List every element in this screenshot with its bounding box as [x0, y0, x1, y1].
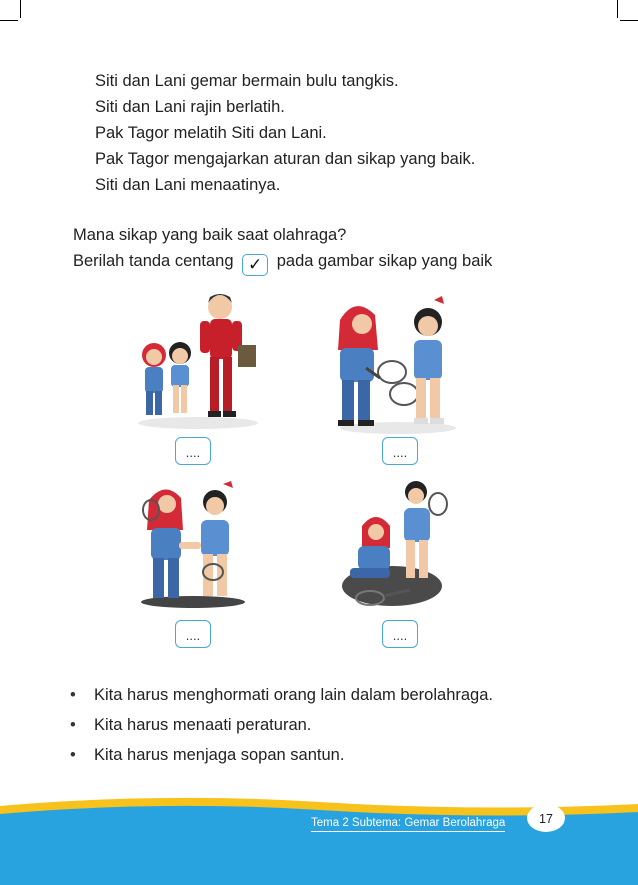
bullet-icon: •: [70, 686, 76, 704]
illustration-student-fallen-and-mocked: [340, 478, 455, 610]
crop-mark: [0, 20, 18, 21]
illustration-students-arguing: [330, 290, 465, 435]
instruction-text: pada gambar sikap yang baik: [276, 252, 493, 270]
bullet-list: [70, 680, 493, 770]
instruction-line: [73, 248, 492, 276]
story-line: Siti dan Lani menaatinya.: [95, 176, 281, 194]
story-line: Pak Tagor mengajarkan aturan dan sikap yang baik.: [95, 150, 476, 168]
crop-mark: [617, 0, 618, 18]
story-text: [95, 68, 475, 198]
instruction-text: Berilah tanda centang: [73, 252, 234, 270]
list-item: [70, 710, 493, 740]
story-line: Siti dan Lani rajin berlatih.: [95, 98, 285, 116]
answer-box-1[interactable]: ....: [175, 437, 211, 465]
list-item: [70, 740, 493, 770]
list-item-text: Kita harus menaati peraturan.: [94, 716, 312, 734]
crop-mark: [620, 20, 638, 21]
list-item: [70, 680, 493, 710]
footer-subtheme-label: Tema 2 Subtema: Gemar Berolahraga: [311, 817, 505, 832]
story-line: Siti dan Lani gemar bermain bulu tangkis.: [95, 72, 399, 90]
answer-box-3[interactable]: ....: [175, 620, 211, 648]
answer-box-2[interactable]: ....: [382, 437, 418, 465]
list-item-text: Kita harus menghormati orang lain dalam berolahraga.: [94, 686, 493, 704]
bullet-icon: •: [70, 716, 76, 734]
answer-box-4[interactable]: ....: [382, 620, 418, 648]
crop-mark: [20, 0, 21, 18]
illustration-students-shaking-hands: [135, 480, 250, 610]
page-number: 17: [527, 804, 565, 832]
story-line: Pak Tagor melatih Siti dan Lani.: [95, 124, 327, 142]
check-mark-icon: ✓: [242, 254, 268, 276]
bullet-icon: •: [70, 746, 76, 764]
question-line: Mana sikap yang baik saat olahraga?: [73, 226, 347, 244]
illustration-coach-with-students: [130, 285, 265, 430]
question: [73, 222, 492, 276]
list-item-text: Kita harus menjaga sopan santun.: [94, 746, 345, 764]
